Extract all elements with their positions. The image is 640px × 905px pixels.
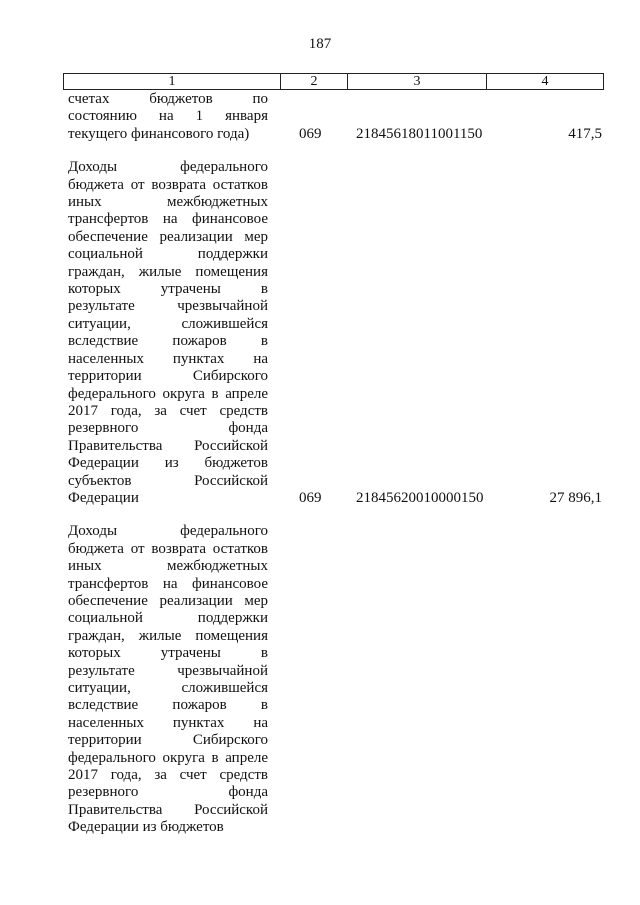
description-line: резервного фонда — [68, 420, 268, 437]
description-line: которых утрачены в — [68, 281, 268, 298]
description-line: 2017 года, за счет средств — [68, 402, 268, 419]
cell-col4: 417,5 — [568, 125, 602, 142]
description-line: населенных пунктах на — [68, 714, 268, 731]
description-line: вследствие пожаров в — [68, 333, 268, 350]
description-line: трансфертов на финансовое — [68, 211, 268, 228]
row-description — [68, 91, 268, 143]
description-line: граждан, жилые помещения — [68, 627, 268, 644]
description-line: социальной поддержки — [68, 246, 268, 263]
row-description — [68, 523, 268, 836]
row-gap — [0, 143, 640, 159]
page-number: 187 — [308, 36, 332, 52]
description-line: Федерации из бюджетов — [68, 819, 224, 836]
description-line: территории Сибирского — [68, 368, 268, 385]
description-line: федерального округа в апреле — [68, 385, 268, 402]
description-line: ситуации, сложившейся — [68, 315, 268, 332]
description-line: субъектов Российской — [68, 472, 268, 489]
header-col-2: 2 — [281, 74, 348, 89]
table-header — [63, 73, 604, 90]
header-col-4: 4 — [541, 74, 549, 89]
description-line: иных межбюджетных — [68, 194, 268, 211]
cell-col3: 21845618011001150 — [356, 125, 483, 142]
description-line: Доходы федерального — [68, 523, 268, 540]
description-line: счетах бюджетов по — [68, 91, 268, 107]
table-row — [0, 91, 640, 143]
description-line: федерального округа в апреле — [68, 749, 268, 766]
description-line: обеспечение реализации мер — [68, 592, 268, 609]
description-line: результате чрезвычайной — [68, 298, 268, 315]
description-line: граждан, жилые помещения — [68, 263, 268, 280]
description-line: обеспечение реализации мер — [68, 228, 268, 245]
description-line: Правительства Российской — [68, 801, 268, 818]
description-line: Федерации из бюджетов — [68, 455, 268, 472]
description-line: 2017 года, за счет средств — [68, 767, 268, 784]
table-body — [0, 91, 640, 837]
description-line: ситуации, сложившейся — [68, 680, 268, 696]
description-line: состоянию на 1 января — [68, 108, 268, 125]
description-line: Доходы федерального — [68, 159, 268, 176]
table-row — [0, 159, 640, 507]
cell-col2: 069 — [299, 125, 322, 142]
cell-col2: 069 — [299, 489, 322, 506]
table-row — [0, 523, 640, 836]
description-line: текущего финансового года) — [68, 125, 250, 142]
header-col-3: 3 — [348, 74, 487, 89]
description-line: бюджета от возврата остатков — [68, 176, 268, 193]
description-line: которых утрачены в — [68, 645, 268, 662]
description-line: социальной поддержки — [68, 610, 268, 627]
row-description — [68, 159, 268, 507]
description-line: Федерации — [68, 489, 139, 506]
cell-col3: 21845620010000150 — [356, 489, 484, 506]
description-line: резервного фонда — [68, 784, 268, 801]
header-col-1: 1 — [64, 74, 281, 89]
description-line: иных межбюджетных — [68, 558, 268, 575]
description-line: Правительства Российской — [68, 437, 268, 454]
description-line: бюджета от возврата остатков — [68, 540, 268, 557]
description-line: территории Сибирского — [68, 732, 268, 749]
row-gap — [0, 507, 640, 523]
description-line: населенных пунктах на — [68, 350, 268, 367]
description-line: результате чрезвычайной — [68, 662, 268, 679]
cell-col4: 27 896,1 — [549, 489, 602, 506]
description-line: трансфертов на финансовое — [68, 575, 268, 592]
description-line: вследствие пожаров в — [68, 697, 268, 714]
